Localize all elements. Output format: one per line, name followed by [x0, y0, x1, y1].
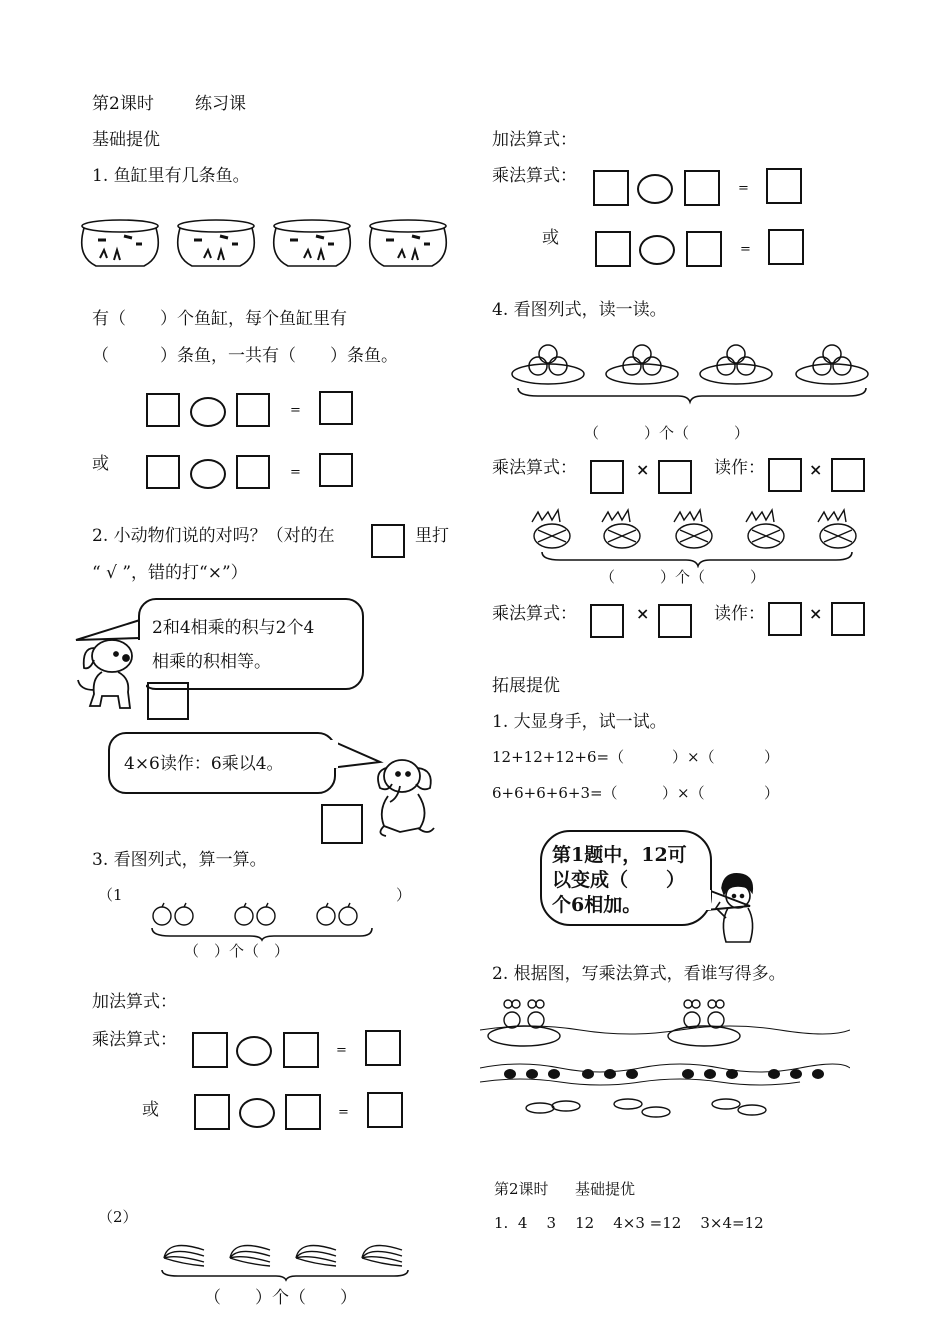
- answer-box[interactable]: [593, 170, 629, 206]
- answer-box[interactable]: [283, 1032, 319, 1068]
- q4-brace1-label: （ ）个（ ）: [584, 424, 750, 442]
- apple-icon: [317, 903, 335, 925]
- operator-circle[interactable]: [190, 459, 226, 489]
- answer-box[interactable]: [684, 170, 720, 206]
- ext2-title: 2. 根据图，写乘法算式，看谁写得多。: [492, 964, 786, 984]
- equals-sign: =: [290, 403, 301, 418]
- equals-sign: =: [336, 1043, 347, 1058]
- fish-bowls-illustration: [78, 212, 463, 272]
- times-sign: ×: [636, 604, 650, 623]
- pineapple-icon: [532, 510, 570, 548]
- fish-group: [526, 1099, 766, 1117]
- answer-box[interactable]: [367, 1092, 403, 1128]
- answer-box[interactable]: [768, 458, 802, 492]
- ext1-title: 1. 大显身手，试一试。: [492, 712, 667, 732]
- answer-box[interactable]: [146, 393, 180, 427]
- answer-box[interactable]: [365, 1030, 401, 1066]
- answer-box[interactable]: [831, 458, 865, 492]
- apple-icon: [235, 903, 253, 925]
- answer-box[interactable]: [319, 391, 353, 425]
- q1-fill-line2: （ ）条鱼，一共有（ ）条鱼。: [92, 346, 398, 366]
- apple-plates-illustration: [508, 336, 878, 406]
- answer-box[interactable]: [146, 455, 180, 489]
- girl-speech-line2: 以变成（ ）: [552, 869, 686, 891]
- answer-box[interactable]: [590, 604, 624, 638]
- apple-icon: [257, 903, 275, 925]
- answers-line1: 1. 4 3 12 4×3 =12 3×4=12: [494, 1214, 764, 1232]
- times-sign: ×: [809, 460, 823, 479]
- pineapple-icon: [602, 510, 640, 548]
- frogs-on-lily-pad-icon: [488, 1000, 560, 1046]
- q3-brace2-label: （ ）个（ ）: [204, 1288, 357, 1308]
- answer-box[interactable]: [595, 231, 631, 267]
- girl-speech-line3: 个6相加。: [552, 894, 642, 916]
- q3-title: 3. 看图列式，算一算。: [92, 850, 267, 870]
- apple-plate-icon: [606, 345, 678, 384]
- operator-circle[interactable]: [637, 174, 673, 204]
- frogs-on-lily-pad-icon: [668, 1000, 740, 1046]
- answer-box[interactable]: [285, 1094, 321, 1130]
- banana-bunch-icon: [230, 1246, 270, 1267]
- q3-add-label: 加法算式：: [92, 992, 177, 1012]
- read-label: 读作：: [714, 458, 765, 478]
- q3-part1-close: ）: [396, 886, 412, 904]
- dog-speech-bubble: [138, 598, 364, 690]
- section-basic-heading: 基础提优: [92, 130, 160, 150]
- apple-icon: [339, 903, 357, 925]
- q1-fill-line1: 有（ ）个鱼缸，每个鱼缸里有: [92, 309, 347, 329]
- answers-section: 基础提优: [575, 1180, 636, 1198]
- answer-box[interactable]: [236, 455, 270, 489]
- answers-heading: 第2课时: [494, 1180, 549, 1198]
- section-ext-heading: 拓展提优: [492, 676, 560, 696]
- apples-illustration: [150, 902, 390, 942]
- ext1-line1-end: ）: [764, 748, 780, 766]
- q3-part2-label: （2）: [98, 1208, 138, 1226]
- q2-title: 2. 小动物们说的对吗？（对的在: [92, 526, 335, 546]
- operator-circle[interactable]: [190, 397, 226, 427]
- answer-box[interactable]: [192, 1032, 228, 1068]
- q2-title-line2: “ √ ”，错的打“×”）: [92, 563, 248, 583]
- read-label: 读作：: [714, 604, 765, 624]
- fish-bowl-icon: [274, 220, 351, 266]
- example-check-box: [371, 524, 405, 558]
- or-label: 或: [142, 1100, 159, 1120]
- equals-sign: =: [338, 1105, 349, 1120]
- banana-bunch-icon: [164, 1246, 204, 1267]
- right-mul-label: 乘法算式：: [492, 166, 577, 186]
- equals-sign: =: [738, 181, 749, 196]
- apple-icon: [175, 903, 193, 925]
- operator-circle[interactable]: [639, 235, 675, 265]
- q4-brace2-label: （ ）个（ ）: [600, 568, 766, 586]
- q3-brace1-label: （ ）个（ ）: [184, 942, 290, 960]
- lesson-type: 练习课: [195, 94, 246, 114]
- pineapple-icon: [746, 510, 784, 548]
- ext1-line2-end: ）: [764, 784, 780, 802]
- apple-plate-icon: [796, 345, 868, 384]
- operator-circle[interactable]: [236, 1036, 272, 1066]
- lesson-title: 第2课时: [92, 94, 154, 114]
- tadpoles-group: [504, 1069, 824, 1079]
- right-add-label: 加法算式：: [492, 130, 577, 150]
- equals-sign: =: [740, 242, 751, 257]
- fish-bowl-icon: [82, 220, 159, 266]
- banana-bunch-icon: [296, 1246, 336, 1267]
- answer-box[interactable]: [686, 231, 722, 267]
- or-label: 或: [542, 228, 559, 248]
- pineapple-icon: [674, 510, 712, 548]
- elephant-icon: [372, 752, 444, 838]
- dog-speech-line2: 相乘的积相等。: [152, 652, 271, 672]
- banana-bunch-icon: [362, 1246, 402, 1267]
- answer-box[interactable]: [658, 604, 692, 638]
- q4-mul-label: 乘法算式：: [492, 458, 577, 478]
- bananas-illustration: [158, 1232, 418, 1282]
- answer-box[interactable]: [766, 168, 802, 204]
- ext1-line1-start: 12+12+12+6=（: [492, 748, 625, 766]
- q4-title: 4. 看图列式，读一读。: [492, 300, 667, 320]
- dog-icon: [72, 634, 144, 716]
- answer-box[interactable]: [768, 602, 802, 636]
- girl-icon: [712, 872, 758, 948]
- equals-sign: =: [290, 465, 301, 480]
- ext1-line2-mid: ）×（: [662, 784, 705, 802]
- apple-plate-icon: [700, 345, 772, 384]
- q3-mul-label: 乘法算式：: [92, 1030, 177, 1050]
- ext1-line2-start: 6+6+6+6+3=（: [492, 784, 618, 802]
- answer-box[interactable]: [590, 460, 624, 494]
- times-sign: ×: [809, 604, 823, 623]
- fish-bowl-icon: [370, 220, 447, 266]
- apple-plate-icon: [512, 345, 584, 384]
- girl-speech-line1: 第1题中，12可: [552, 844, 687, 866]
- elephant-speech-text: 4×6读作：6乘以4。: [124, 754, 284, 774]
- apple-icon: [153, 903, 171, 925]
- answer-box[interactable]: [831, 602, 865, 636]
- answer-box[interactable]: [658, 460, 692, 494]
- or-label: 或: [92, 454, 109, 474]
- q1-title: 1. 鱼缸里有几条鱼。: [92, 166, 250, 186]
- pineapples-illustration: [526, 508, 886, 568]
- pineapple-icon: [818, 510, 856, 548]
- q4-mul-label-2: 乘法算式：: [492, 604, 577, 624]
- fish-bowl-icon: [178, 220, 255, 266]
- ext1-line1-mid: ）×（: [672, 748, 715, 766]
- operator-circle[interactable]: [239, 1098, 275, 1128]
- dog-speech-line1: 2和4相乘的积与2个4: [152, 618, 315, 638]
- q2-title-end: 里打: [415, 526, 449, 546]
- answer-box[interactable]: [236, 393, 270, 427]
- times-sign: ×: [636, 460, 650, 479]
- answer-box[interactable]: [319, 453, 353, 487]
- q3-part1-open: （1: [98, 886, 123, 904]
- answer-check-box[interactable]: [321, 804, 363, 844]
- answer-check-box[interactable]: [147, 682, 189, 720]
- answer-box[interactable]: [768, 229, 804, 265]
- answer-box[interactable]: [194, 1094, 230, 1130]
- frogs-tadpoles-fish-illustration: [480, 996, 850, 1136]
